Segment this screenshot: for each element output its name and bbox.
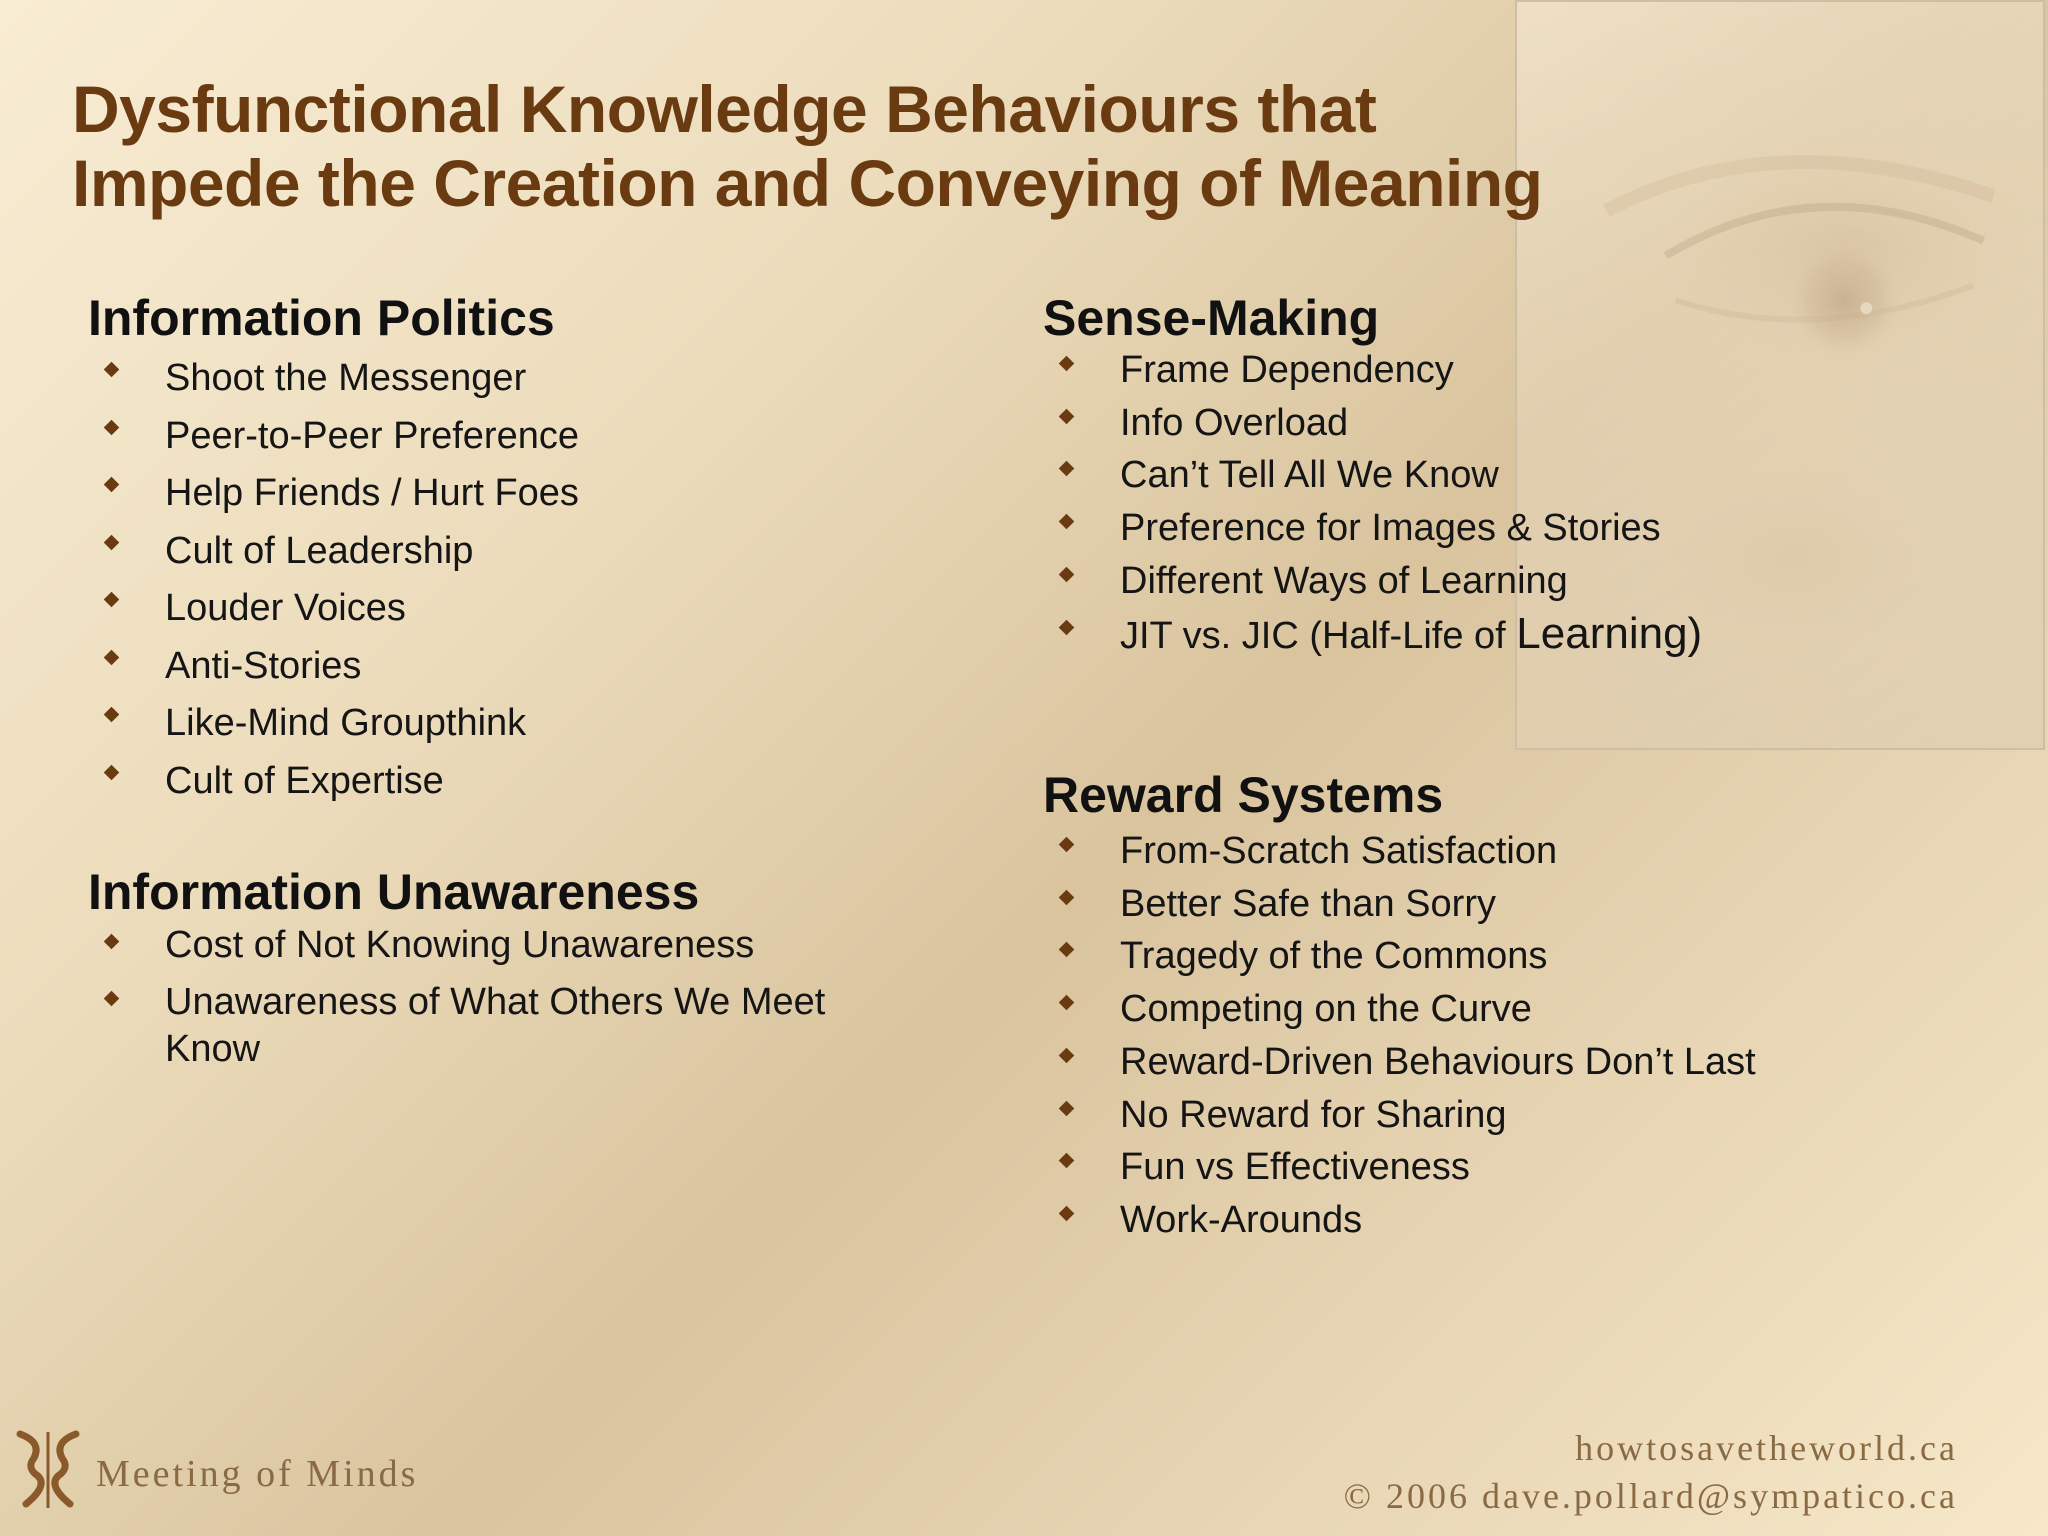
bullet-list xyxy=(1043,344,2023,662)
section-reward-systems xyxy=(1043,765,2023,1247)
diamond-bullet-icon xyxy=(104,707,120,723)
list-item: Shoot the Messenger xyxy=(88,350,908,408)
diamond-bullet-icon xyxy=(1059,567,1075,583)
diamond-bullet-icon xyxy=(1059,408,1075,424)
bullet-list xyxy=(1043,825,2023,1247)
diamond-bullet-icon xyxy=(1059,995,1075,1011)
list-item: Frame Dependency xyxy=(1043,344,2023,397)
list-item: Louder Voices xyxy=(88,580,908,638)
diamond-bullet-icon xyxy=(104,592,120,608)
diamond-bullet-icon xyxy=(1059,1153,1075,1169)
list-item: No Reward for Sharing xyxy=(1043,1089,2023,1142)
section-heading: Reward Systems xyxy=(1043,767,1444,823)
section-sense-making xyxy=(1043,288,2023,662)
diamond-bullet-icon xyxy=(1059,514,1075,530)
diamond-bullet-icon xyxy=(1059,619,1075,635)
section-information-politics xyxy=(88,288,908,810)
diamond-bullet-icon xyxy=(104,477,120,493)
list-item: Fun vs Effectiveness xyxy=(1043,1141,2023,1194)
list-item: Cult of Expertise xyxy=(88,753,908,811)
list-item: Tragedy of the Commons xyxy=(1043,930,2023,983)
bullet-list xyxy=(88,350,908,810)
diamond-bullet-icon xyxy=(104,534,120,550)
diamond-bullet-icon xyxy=(1059,1048,1075,1064)
diamond-bullet-icon xyxy=(104,419,120,435)
list-item: Peer-to-Peer Preference xyxy=(88,408,908,466)
diamond-bullet-icon xyxy=(1059,1100,1075,1116)
list-item: Different Ways of Learning xyxy=(1043,555,2023,608)
section-heading: Sense-Making xyxy=(1043,290,1380,346)
title-line-2: Impede the Creation and Conveying of Meaning xyxy=(72,146,1543,220)
list-item: From-Scratch Satisfaction xyxy=(1043,825,2023,878)
diamond-bullet-icon xyxy=(104,991,120,1007)
footer-credits xyxy=(1344,1424,1958,1520)
list-item: Can’t Tell All We Know xyxy=(1043,449,2023,502)
title-line-1: Dysfunctional Knowledge Behaviours that xyxy=(72,72,1377,146)
list-item: Like-Mind Groupthink xyxy=(88,695,908,753)
section-information-unawareness xyxy=(88,862,908,1083)
diamond-bullet-icon xyxy=(104,649,120,665)
list-item: Preference for Images & Stories xyxy=(1043,502,2023,555)
list-item: JIT vs. JIC (Half-Life of Learning) xyxy=(1043,608,2023,663)
diamond-bullet-icon xyxy=(104,764,120,780)
footer-brand-text: Meeting of Minds xyxy=(96,1453,419,1495)
diamond-bullet-icon xyxy=(1059,1206,1075,1222)
list-item: Info Overload xyxy=(1043,397,2023,450)
diamond-bullet-icon xyxy=(1059,461,1075,477)
footer-copyright: © 2006 dave.pollard@sympatico.ca xyxy=(1343,1476,1958,1516)
diamond-bullet-icon xyxy=(1059,356,1075,372)
diamond-bullet-icon xyxy=(1059,837,1075,853)
meeting-of-minds-logo-icon xyxy=(12,1428,84,1510)
list-item: Cost of Not Knowing Unawareness xyxy=(88,922,908,969)
list-item: Reward-Driven Behaviours Don’t Last xyxy=(1043,1036,2023,1089)
diamond-bullet-icon xyxy=(1059,889,1075,905)
list-item: Better Safe than Sorry xyxy=(1043,878,2023,931)
diamond-bullet-icon xyxy=(104,934,120,950)
section-heading: Information Unawareness xyxy=(88,864,700,920)
list-item: Anti-Stories xyxy=(88,638,908,696)
list-item: Cult of Leadership xyxy=(88,523,908,581)
list-item: Unawareness of What Others We Meet Know xyxy=(88,979,905,1073)
list-item: Work-Arounds xyxy=(1043,1194,2023,1247)
footer-website: howtosavetheworld.ca xyxy=(1575,1428,1958,1468)
diamond-bullet-icon xyxy=(1059,942,1075,958)
list-item: Competing on the Curve xyxy=(1043,983,2023,1036)
diamond-bullet-icon xyxy=(104,362,120,378)
bullet-list xyxy=(88,922,908,1073)
list-item: Help Friends / Hurt Foes xyxy=(88,465,908,523)
slide-title xyxy=(72,72,1542,220)
section-heading: Information Politics xyxy=(88,290,555,346)
